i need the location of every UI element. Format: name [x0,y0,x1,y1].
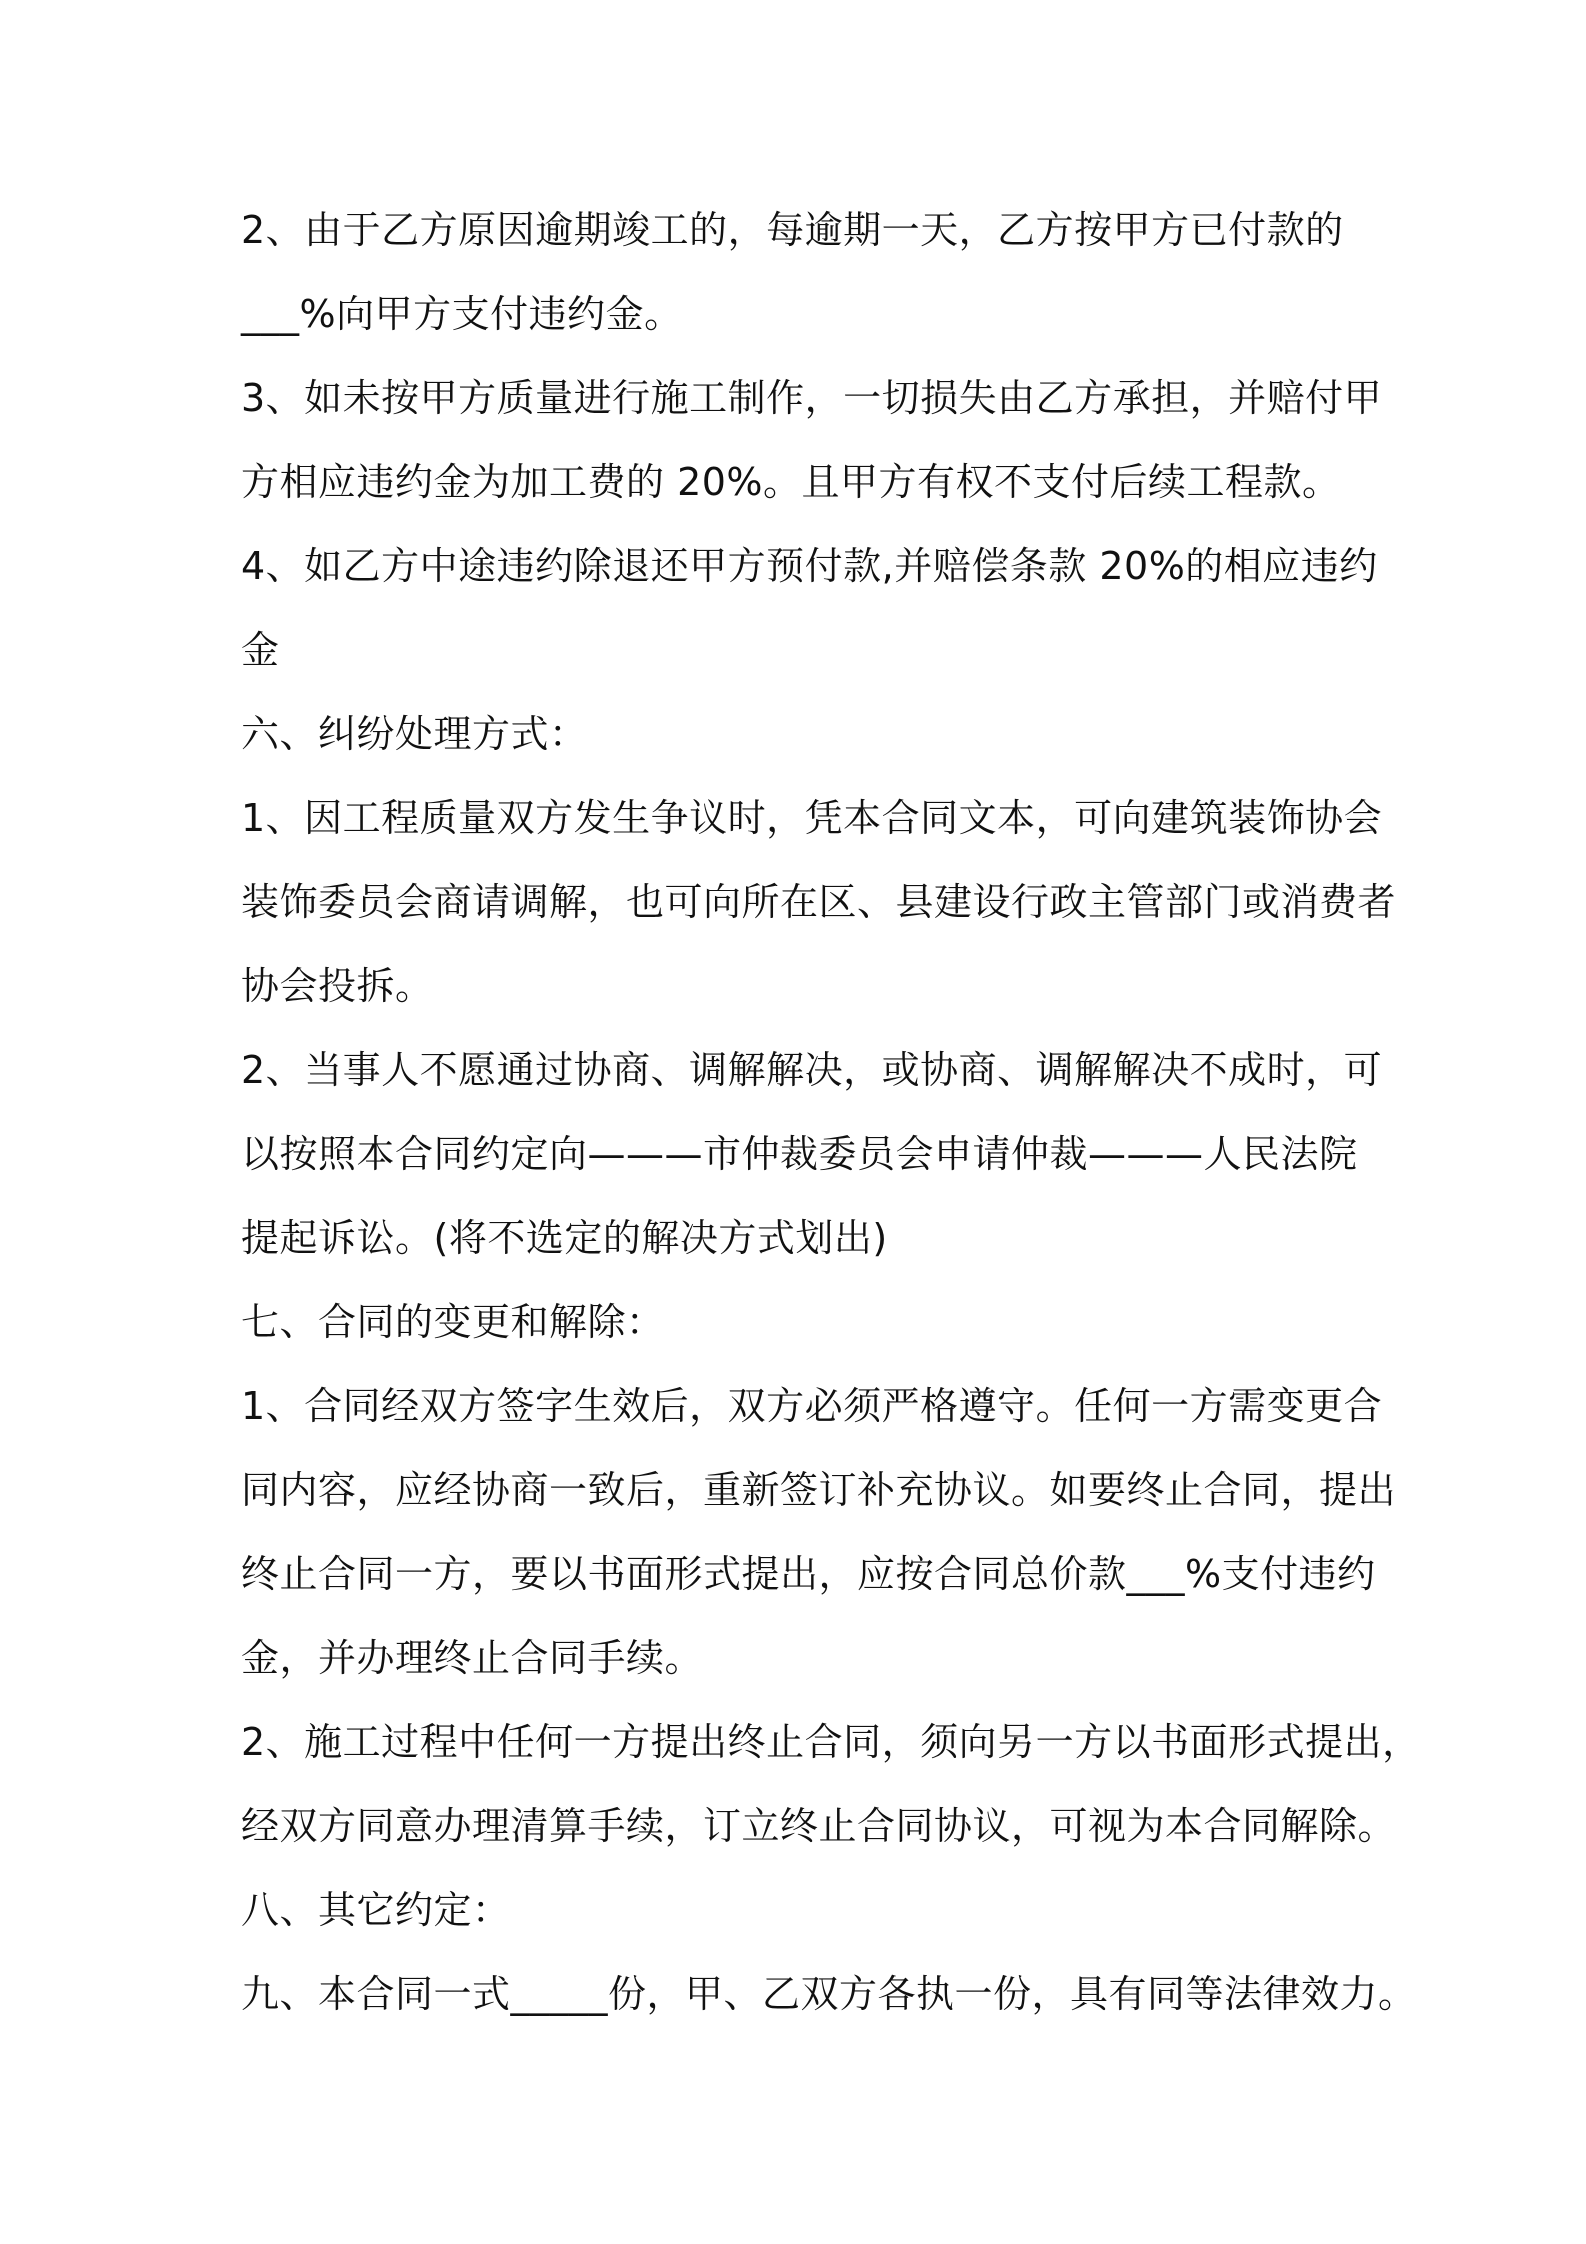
text-line-15: 1、合同经双方签字生效后，双方必须严格遵守。任何一方需变更合 [241,1384,1383,1428]
text-line-9: 装饰委员会商请调解，也可向所在区、县建设行政主管部门或消费者 [241,880,1397,924]
text-line-3: 3、如未按甲方质量进行施工制作，一切损失由乙方承担，并赔付甲 [241,376,1383,420]
text-line-6: 金 [241,628,280,672]
text-line-18: 金，并办理终止合同手续。 [241,1636,704,1680]
text-line-1: 2、由于乙方原因逾期竣工的，每逾期一天，乙方按甲方已付款的 [241,208,1344,252]
text-line-2: ___%向甲方支付违约金。 [241,292,683,336]
text-line-19: 2、施工过程中任何一方提出终止合同，须向另一方以书面形式提出， [241,1720,1421,1764]
text-line-5: 4、如乙方中途违约除退还甲方预付款,并赔偿条款 20%的相应违约 [241,544,1378,588]
text-line-4: 方相应违约金为加工费的 20%。且甲方有权不支付后续工程款。 [241,460,1341,504]
section-heading-other: 八、其它约定： [241,1888,511,1932]
text-line-22: 九、本合同一式_____份，甲、乙双方各执一份，具有同等法律效力。 [241,1972,1417,2016]
text-line-10: 协会投拆。 [241,964,434,1008]
text-line-13: 提起诉讼。(将不选定的解决方式划出) [241,1216,888,1260]
text-line-8: 1、因工程质量双方发生争议时，凭本合同文本，可向建筑装饰协会 [241,796,1383,840]
text-line-20: 经双方同意办理清算手续，订立终止合同协议，可视为本合同解除。 [241,1804,1397,1848]
text-line-17: 终止合同一方，要以书面形式提出，应按合同总价款___%支付违约 [241,1552,1376,1596]
section-heading-dispute: 六、纠纷处理方式： [241,712,588,756]
text-line-12: 以按照本合同约定向———市仲裁委员会申请仲裁———人民法院 [241,1132,1358,1176]
text-line-16: 同内容，应经协商一致后，重新签订补充协议。如要终止合同，提出 [241,1468,1397,1512]
text-line-11: 2、当事人不愿通过协商、调解解决，或协商、调解解决不成时，可 [241,1048,1383,1092]
section-heading-change: 七、合同的变更和解除： [241,1300,665,1344]
